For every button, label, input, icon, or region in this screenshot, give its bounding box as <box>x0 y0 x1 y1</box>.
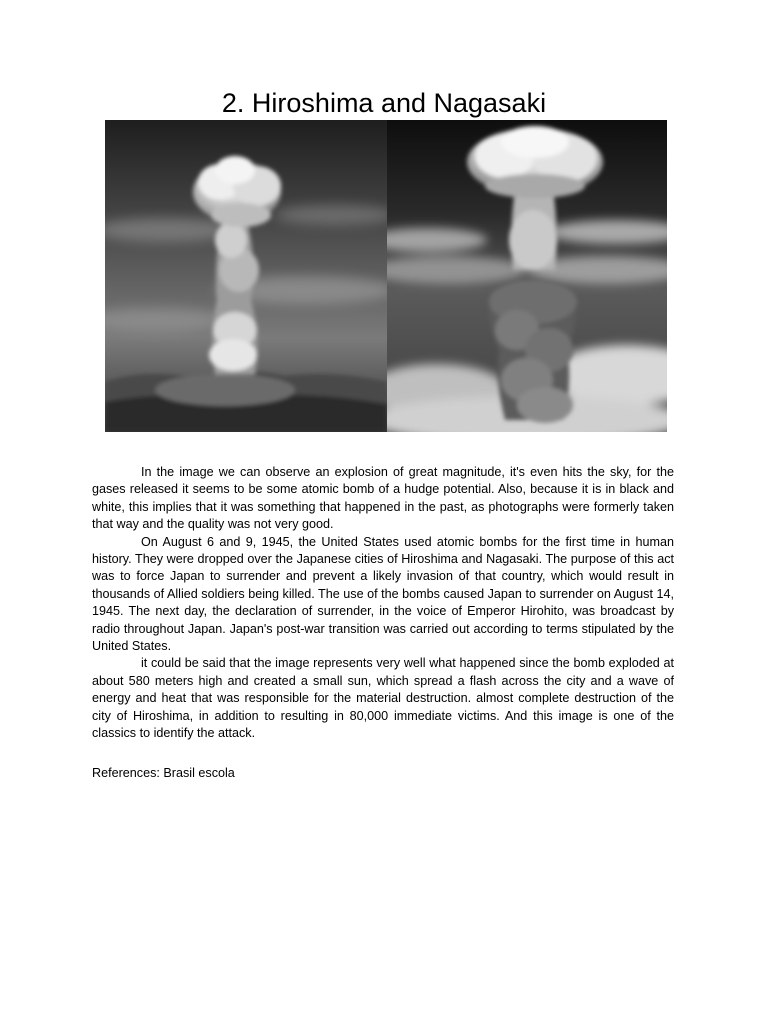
paragraph-history: On August 6 and 9, 1945, the United States used atomic bombs for the first time in human history. They were dropped over the Japanese cities of Hiroshima and Nagasaki. The purpose of this act was to force Japan to surrender and prevent a likely invasion of that country, which would result in thousands of Allied soldiers being killed. The use of the bombs caused Japan to surrender on August 14, 1945. The next day, the declaration of surrender, in the voice of Emperor Hirohito, was broadcast by radio throughout Japan. Japan's post-war transition was carried out according to terms stipulated by the United States. <box>92 534 674 654</box>
page-title: 2. Hiroshima and Nagasaki <box>221 88 547 118</box>
hiroshima-cloud-photo <box>105 120 387 432</box>
paragraph-interpretation: it could be said that the image represents very well what happened since the bomb exploded at about 580 meters high and created a small sun, which spread a flash across the city and a wave of energy and heat that was responsible for the material destruction. almost complete destruction of the city of Hiroshima, in addition to resulting in 80,000 immediate victims. And this image is one of the classics to identify the attack. <box>92 656 674 741</box>
photo-pair <box>105 120 667 432</box>
body-text <box>92 464 674 743</box>
nagasaki-cloud-photo <box>387 120 667 432</box>
paragraph-observation: In the image we can observe an explosion of great magnitude, it's even hits the sky, for the gases released it seems to be some atomic bomb of a hudge potential. Also, because it is in black and white, this implies that it was something that happened in the past, as photographs were formerly taken that way and the quality was not very good. <box>92 465 674 532</box>
references: References: Brasil escola <box>92 766 235 780</box>
